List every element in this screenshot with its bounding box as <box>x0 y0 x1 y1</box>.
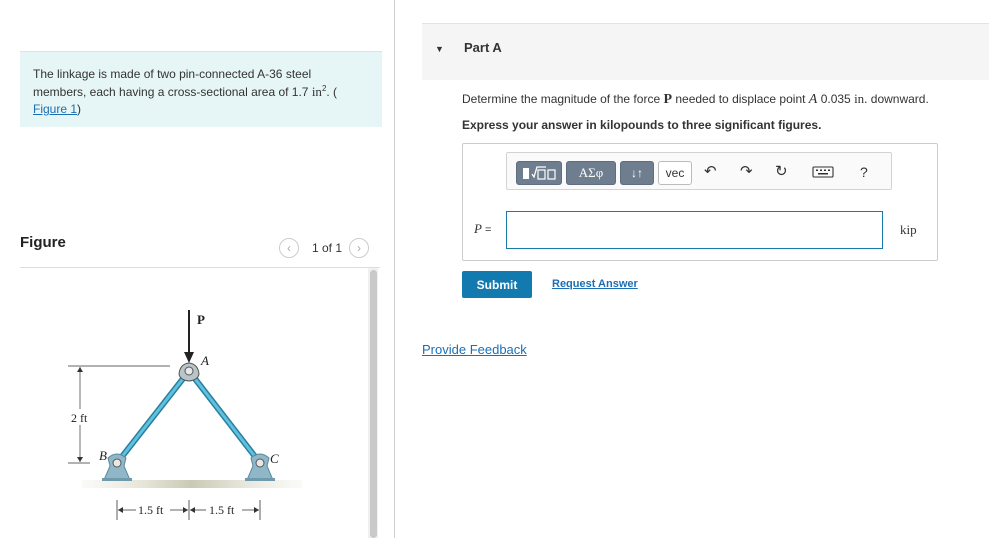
answer-variable-label <box>474 221 491 237</box>
answer-input[interactable] <box>506 211 883 249</box>
pane-divider <box>394 0 395 538</box>
question-suffix: downward. <box>867 92 929 106</box>
arrows-label: ↓↑ <box>631 166 643 180</box>
answer-variable: P <box>474 221 482 236</box>
span-left-label: 1.5 ft <box>138 503 164 517</box>
arrows-button[interactable] <box>620 161 654 185</box>
span-right-label: 1.5 ft <box>209 503 235 517</box>
area-unit: in <box>311 84 322 99</box>
figure-scroll-thumb[interactable] <box>370 270 377 538</box>
request-answer-link[interactable]: Request Answer <box>552 278 638 290</box>
chevron-left-icon[interactable]: ‹ <box>279 238 299 258</box>
figure-heading: Figure <box>20 234 66 251</box>
greek-symbols-label: ΑΣφ <box>578 165 604 180</box>
figure-canvas <box>20 268 370 538</box>
question-middle: needed to displace point <box>672 92 809 106</box>
question-force: P <box>663 92 673 107</box>
vector-button[interactable] <box>658 161 692 185</box>
ground <box>82 480 302 488</box>
question-prefix: Determine the magnitude of the force <box>462 92 664 106</box>
instruction-text: Express your answer in kilopounds to three significant figures. <box>462 118 822 132</box>
problem-text-1: The linkage is made of two pin-connected A-36 steel <box>33 67 312 81</box>
greek-symbols-button[interactable] <box>566 161 616 185</box>
area-exponent: 2 <box>321 84 327 93</box>
caret-down-icon[interactable]: ▼ <box>435 44 444 54</box>
vector-label: vec <box>665 166 685 180</box>
answer-unit: kip <box>900 222 917 237</box>
linkage-diagram <box>20 268 370 538</box>
joint-a <box>179 363 199 381</box>
page-indicator: 1 of 1 <box>312 241 343 255</box>
question-point: A <box>808 92 818 107</box>
undo-icon[interactable]: ↶ <box>704 163 717 180</box>
height-dim-label: 2 ft <box>71 411 88 425</box>
redo-icon[interactable]: ↷ <box>740 163 753 180</box>
question-text <box>462 91 929 108</box>
reset-icon[interactable]: ↻ <box>775 163 788 180</box>
help-icon[interactable]: ? <box>860 164 868 180</box>
figure-pager <box>279 237 369 259</box>
question-unit: in. <box>854 91 868 106</box>
part-title: Part A <box>464 40 502 55</box>
question-value: 0.035 <box>817 92 855 106</box>
problem-text-3: . ( <box>326 85 338 99</box>
chevron-right-icon[interactable]: › <box>349 238 369 258</box>
problem-statement <box>20 51 382 127</box>
figure-link[interactable]: Figure 1 <box>33 102 78 116</box>
answer-panel <box>462 143 938 261</box>
close-paren: ) <box>77 102 82 116</box>
submit-button[interactable]: Submit <box>462 271 532 298</box>
provide-feedback-link[interactable]: Provide Feedback <box>422 342 527 357</box>
point-b-label: B <box>99 448 107 463</box>
point-c-label: C <box>270 451 279 466</box>
math-toolbar <box>506 152 892 190</box>
force-arrowhead <box>184 352 194 363</box>
answer-equals: = <box>484 224 492 236</box>
part-header[interactable] <box>422 23 989 80</box>
point-a-label: A <box>201 353 209 368</box>
problem-text-2: members, each having a cross-sectional area of 1.7 <box>33 85 312 99</box>
templates-icon[interactable] <box>516 161 562 185</box>
keyboard-icon[interactable] <box>812 165 834 183</box>
force-label: P <box>197 312 205 327</box>
